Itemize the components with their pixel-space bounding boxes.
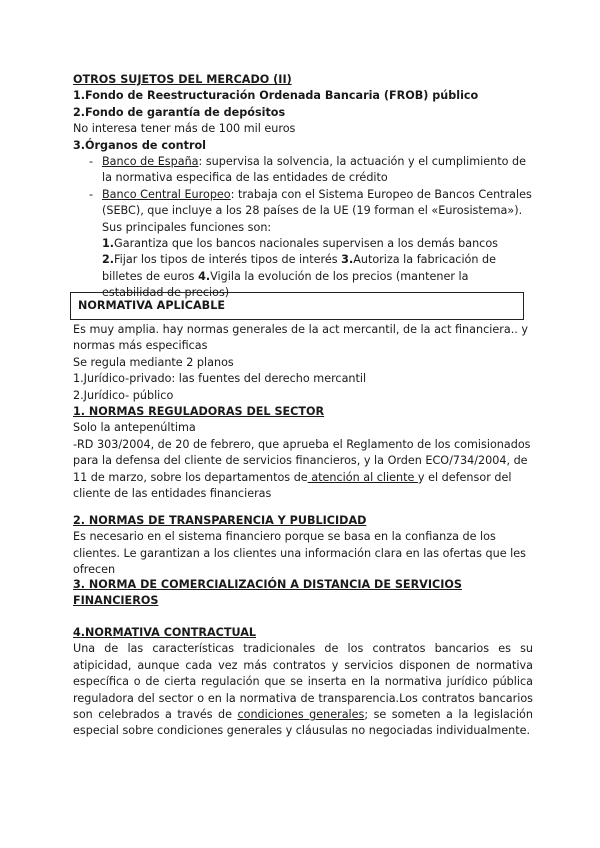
rd-text-a: -RD 303/2004, de 20 de febrero, que aprueba el Reglamento de los comisionados para la defensa del cliente de servicios financieros, y la Orden ECO/734/2004, de 11 de marzo, sobre los departamentos de [73,437,531,484]
section-transparencia [73,513,533,579]
contractual-text [73,641,533,739]
normas-reguladoras-note: Solo la antepenúltima [73,421,196,435]
rd-text-b: y el defensor del cliente de las entidades financieras [73,470,512,501]
normativa-aplicable-box: NORMATIVA APLICABLE [70,292,524,320]
bce-text: : trabaja con el Sistema Europeo de Bancos Centrales (SEBC), que incluye a los 28 países de la UE (19 forman el «Eurosistema»). Sus principales funciones son: [102,187,532,234]
function-3-num: 3. [341,253,354,267]
function-4-text: Vigila la evolución de los precios (mantener la estabilidad de precios) [102,269,469,300]
function-1-text: Garantiza que los bancos nacionales supervisen a los demás bancos [114,237,498,251]
list-item-banco-espana [73,154,533,187]
contractual-title: 4.NORMATIVA CONTRACTUAL [73,626,257,639]
item-frob: 1.Fondo de Reestructuración Ordenada Bancaria (FROB) público [73,89,479,103]
item-fondo-garantia-note: No interesa tener más de 100 mil euros [73,122,296,136]
condiciones-generales-link[interactable]: condiciones generales [237,708,365,722]
contractual-text-a: Una de las características tradicionales de los contratos bancarios es su atipicidad, aunque cada vez más contratos y servicios disponen de normativa específica o de cierta regulación que se inserta en la normativa jurídico pública reguladora del sector o en la normativa de transparencia.Los contratos bancarios son celebrados a través de [73,642,533,722]
plane-1: 1.Jurídico-privado: las fuentes del derecho mercantil [73,372,367,386]
function-3-text: Autoriza la fabricación de billetes de euros [102,253,497,283]
banco-espana-link[interactable]: Banco de España [102,155,199,169]
normativa-intro: Es muy amplia. hay normas generales de la act mercantil, de la act financiera.. y normas más especificas [73,323,528,353]
section-otros-sujetos [73,72,533,302]
plane-2: 2.Jurídico- público [73,388,174,402]
bce-link[interactable]: Banco Central Europeo [102,187,231,201]
comercializacion-title: 3. NORMA DE COMERCIALIZACIÓN A DISTANCIA DE SERVICIOS FINANCIEROS [73,578,462,608]
section-title: OTROS SUJETOS DEL MERCADO (II) [73,73,292,86]
transparencia-title: 2. NORMAS DE TRANSPARENCIA Y PUBLICIDAD [73,514,367,527]
list-item-bce [73,187,533,302]
normas-reguladoras-title: 1. NORMAS REGULADORAS DEL SECTOR [73,405,325,419]
function-2-text: Fijar los tipos de interés tipos de interés [114,253,342,267]
function-2-num: 2. [102,253,115,267]
contractual-text-b: ; se someten a la legislación especial sobre condiciones generales y cláusulas no negociadas individualmente. [73,708,533,738]
atencion-cliente-link[interactable]: atención al cliente [307,470,418,484]
planes-intro: Se regula mediante 2 planos [73,355,234,369]
item-fondo-garantia: 2.Fondo de garantía de depósitos [73,105,286,119]
section-comercializacion [73,577,533,610]
organos-list [73,154,533,302]
section-contractual [73,625,533,740]
item-organos-control: 3.Órganos de control [73,138,206,152]
function-4-num: 4. [198,269,211,283]
section-normativa [73,322,533,502]
normas-reguladoras-text [73,437,533,503]
banco-espana-text: : supervisa la solvencia, la actuación y el cumplimiento de la normativa especifica de las entidades de crédito [102,155,526,185]
transparencia-text: Es necesario en el sistema financiero porque se basa en la confianza de los clientes. Le garantizan a los clientes una información clara en las ofertas que les ofrecen [73,530,526,577]
function-1-num: 1. [102,237,115,251]
